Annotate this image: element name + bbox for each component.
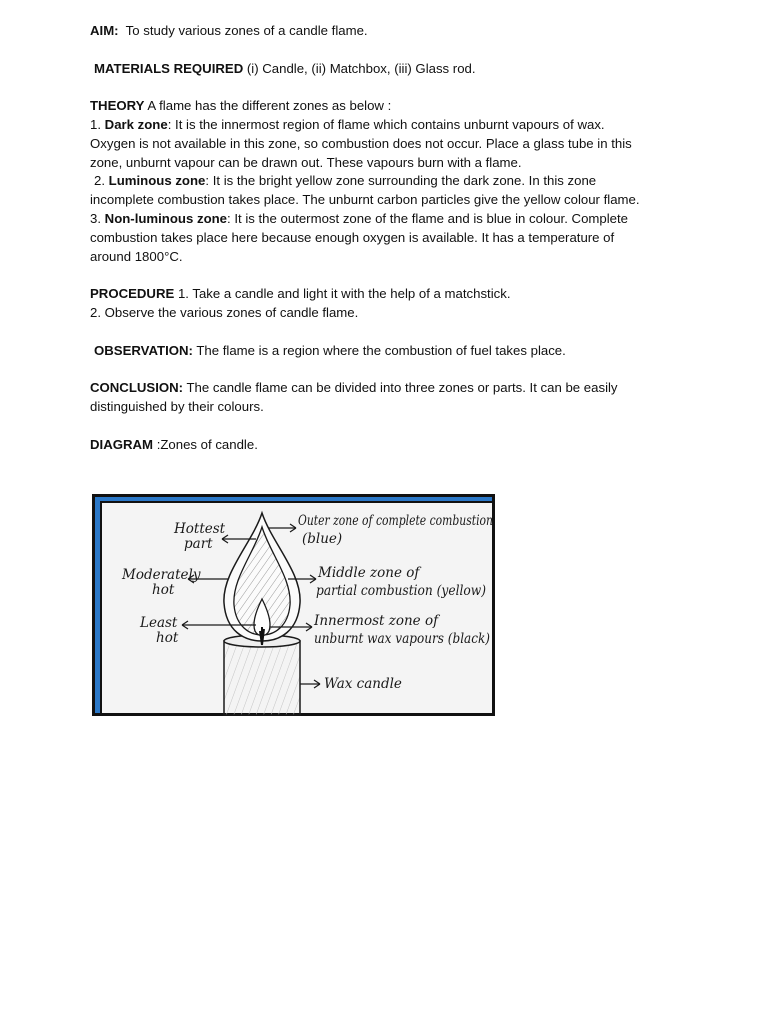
- non-luminous-zone-line-3: around 1800°C.: [90, 248, 183, 264]
- zone-number: 1.: [90, 116, 101, 132]
- materials-label: MATERIALS REQUIRED: [94, 60, 244, 76]
- moderately-label-2: hot: [152, 582, 175, 598]
- hottest-label-2: part: [184, 536, 213, 552]
- diagram-label: DIAGRAM: [90, 436, 154, 452]
- luminous-zone-name: Luminous zone: [108, 173, 206, 189]
- conclusion-line-2: distinguished by their colours.: [90, 398, 264, 414]
- procedure-step-2: 2. Observe the various zones of candle flame.: [90, 304, 359, 320]
- middle-zone-label-1: Middle zone of: [318, 565, 420, 581]
- middle-zone-label-2: partial combustion (yellow): [316, 583, 486, 599]
- procedure-line-1: [90, 285, 680, 304]
- theory-line: [90, 97, 680, 116]
- observation-label: OBSERVATION:: [94, 342, 193, 358]
- luminous-zone-line-2: incomplete combustion takes place. The unburnt carbon particles give the yellow colour flame.: [90, 192, 640, 208]
- materials-text: (i) Candle, (ii) Matchbox, (iii) Glass rod.: [246, 60, 476, 76]
- dark-zone-line-1: [90, 116, 680, 135]
- candle-flame-drawing: [102, 503, 496, 715]
- document-text: [90, 22, 680, 454]
- non-luminous-zone-line-1: [90, 210, 680, 229]
- wax-candle-shape: [224, 641, 300, 715]
- luminous-zone-text: : It is the bright yellow zone surrounding the dark zone. In this zone: [205, 173, 597, 189]
- dark-zone-text: : It is the innermost region of flame which contains unburnt vapours of wax.: [167, 116, 605, 132]
- outer-zone-label-1: Outer zone of complete combustion: [298, 513, 493, 529]
- diagram-line: [90, 436, 680, 455]
- luminous-zone-line-1: [90, 172, 680, 191]
- dark-zone-line-2: Oxygen is not available in this zone, so combustion does not occur. Place a glass tube in this: [90, 135, 632, 151]
- zone-number: 3.: [90, 210, 101, 226]
- aim-label: AIM:: [90, 23, 119, 38]
- procedure-label: PROCEDURE: [90, 286, 175, 302]
- aim-text: To study various zones of a candle flame.: [125, 23, 368, 38]
- innermost-zone-label-1: Innermost zone of: [314, 613, 439, 629]
- theory-label: THEORY: [90, 98, 145, 114]
- diagram-paper: [100, 501, 492, 713]
- conclusion-line-1: [90, 379, 680, 398]
- outer-zone-label-2: (blue): [302, 531, 343, 547]
- wax-candle-label: Wax candle: [324, 676, 402, 692]
- dark-zone-name: Dark zone: [104, 116, 168, 132]
- moderately-label-1: Moderately: [122, 567, 201, 583]
- diagram-text: :Zones of candle.: [156, 436, 258, 452]
- non-luminous-zone-name: Non-luminous zone: [104, 210, 228, 226]
- dark-zone-line-3: zone, unburnt vapour can be drawn out. These vapours burn with a flame.: [90, 154, 522, 170]
- candle-flame-diagram: [92, 494, 495, 716]
- innermost-zone-label-2: unburnt wax vapours (black): [314, 631, 490, 647]
- materials-line: [90, 60, 680, 79]
- conclusion-text-1: The candle flame can be divided into three zones or parts. It can be easily: [186, 380, 618, 396]
- theory-intro: A flame has the different zones as below :: [147, 98, 392, 114]
- observation-text: The flame is a region where the combustion of fuel takes place.: [196, 342, 566, 358]
- non-luminous-zone-line-2: combustion takes place here because enough oxygen is available. It has a temperature of: [90, 229, 615, 245]
- procedure-step-1: 1. Take a candle and light it with the help of a matchstick.: [177, 286, 511, 302]
- least-label-2: hot: [156, 630, 179, 646]
- hottest-label-1: Hottest: [174, 521, 226, 537]
- conclusion-label: CONCLUSION:: [90, 380, 184, 396]
- aim-line: [90, 22, 680, 41]
- non-luminous-zone-text: : It is the outermost zone of the flame and is blue in colour. Complete: [227, 210, 628, 226]
- observation-line: [90, 342, 680, 361]
- least-label-1: Least: [140, 615, 178, 631]
- zone-number: 2.: [94, 173, 105, 189]
